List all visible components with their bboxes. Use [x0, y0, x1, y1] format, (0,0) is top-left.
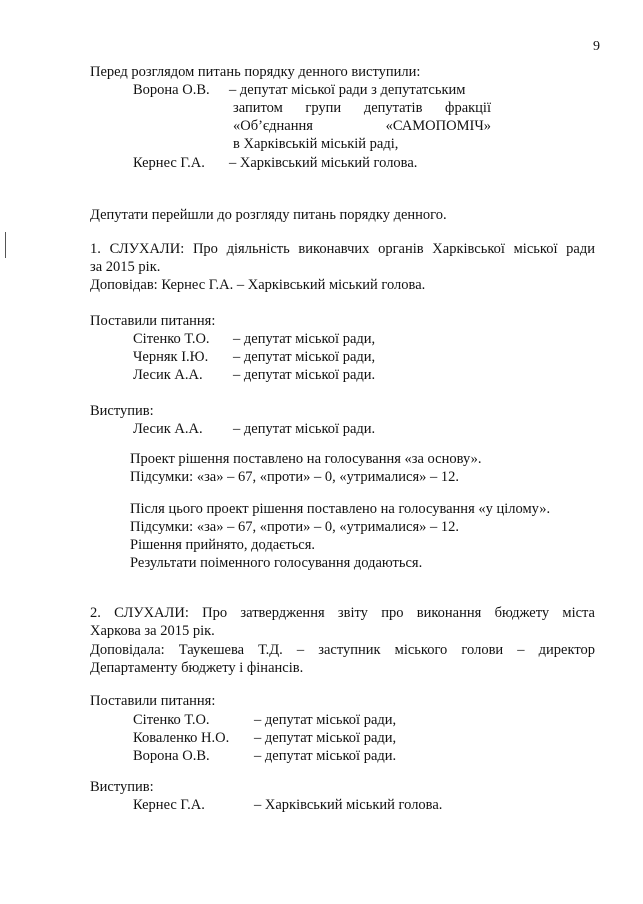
- questioner-name: Коваленко Н.О.: [133, 730, 230, 746]
- questions-heading: Поставили питання:: [90, 693, 216, 709]
- margin-mark: [5, 232, 6, 258]
- item-heard: Харкова за 2015 рік.: [90, 623, 215, 639]
- item-reporter: Департаменту бюджету і фінансів.: [90, 660, 304, 676]
- questions-heading: Поставили питання:: [90, 313, 216, 329]
- vote-basis: Проект рішення поставлено на голосування «за основу».: [130, 451, 482, 467]
- speaker-name: Кернес Г.А.: [133, 155, 205, 171]
- speaker-role: – Харківський міський голова.: [229, 155, 418, 171]
- questioner-name: Черняк І.Ю.: [133, 349, 209, 365]
- item-heard: 1. СЛУХАЛИ: Про діяльність виконавчих органів Харківської міської ради: [90, 241, 595, 257]
- page-number: 9: [593, 39, 600, 54]
- speaker-role: «Об’єднання «САМОПОМІЧ»: [233, 118, 491, 134]
- decision-adopted: Рішення прийнято, додається.: [130, 537, 316, 553]
- questioner-role: – депутат міської ради,: [233, 331, 376, 347]
- questioner-role: – депутат міської ради.: [254, 748, 397, 764]
- questioner-name: Лесик А.А.: [133, 367, 203, 383]
- questioner-role: – депутат міської ради,: [254, 712, 397, 728]
- speaker-role: – депутат міської ради.: [233, 421, 376, 437]
- item-heard: 2. СЛУХАЛИ: Про затвердження звіту про виконання бюджету міста: [90, 605, 595, 621]
- questioner-name: Сітенко Т.О.: [133, 712, 210, 728]
- results-basis: Підсумки: «за» – 67, «проти» – 0, «утрималися» – 12.: [130, 469, 460, 485]
- questioner-role: – депутат міської ради.: [233, 367, 376, 383]
- item-reporter: Доповідав: Кернес Г.А. – Харківський міський голова.: [90, 277, 426, 293]
- results-whole: Підсумки: «за» – 67, «проти» – 0, «утрималися» – 12.: [130, 519, 460, 535]
- questioner-name: Ворона О.В.: [133, 748, 210, 764]
- spoke-heading: Виступив:: [90, 779, 154, 795]
- item-heard: за 2015 рік.: [90, 259, 161, 275]
- questioner-role: – депутат міської ради,: [254, 730, 397, 746]
- speaker-role: – депутат міської ради з депутатським: [229, 82, 466, 98]
- speaker-name: Кернес Г.А.: [133, 797, 205, 813]
- questioner-role: – депутат міської ради,: [233, 349, 376, 365]
- roll-call-results: Результати поіменного голосування додаються.: [130, 555, 423, 571]
- speaker-role: – Харківський міський голова.: [254, 797, 443, 813]
- speaker-role: в Харківській міській раді,: [233, 136, 399, 152]
- speaker-name: Лесик А.А.: [133, 421, 203, 437]
- questioner-name: Сітенко Т.О.: [133, 331, 210, 347]
- speaker-role: запитом групи депутатів фракції: [233, 100, 491, 116]
- item-reporter: Доповідала: Таукешева Т.Д. – заступник міського голови – директор: [90, 642, 595, 658]
- intro-heading: Перед розглядом питань порядку денного виступили:: [90, 64, 421, 80]
- transition-text: Депутати перейшли до розгляду питань порядку денного.: [90, 207, 447, 223]
- spoke-heading: Виступив:: [90, 403, 154, 419]
- vote-whole: Після цього проект рішення поставлено на голосування «у цілому».: [130, 501, 551, 517]
- speaker-name: Ворона О.В.: [133, 82, 210, 98]
